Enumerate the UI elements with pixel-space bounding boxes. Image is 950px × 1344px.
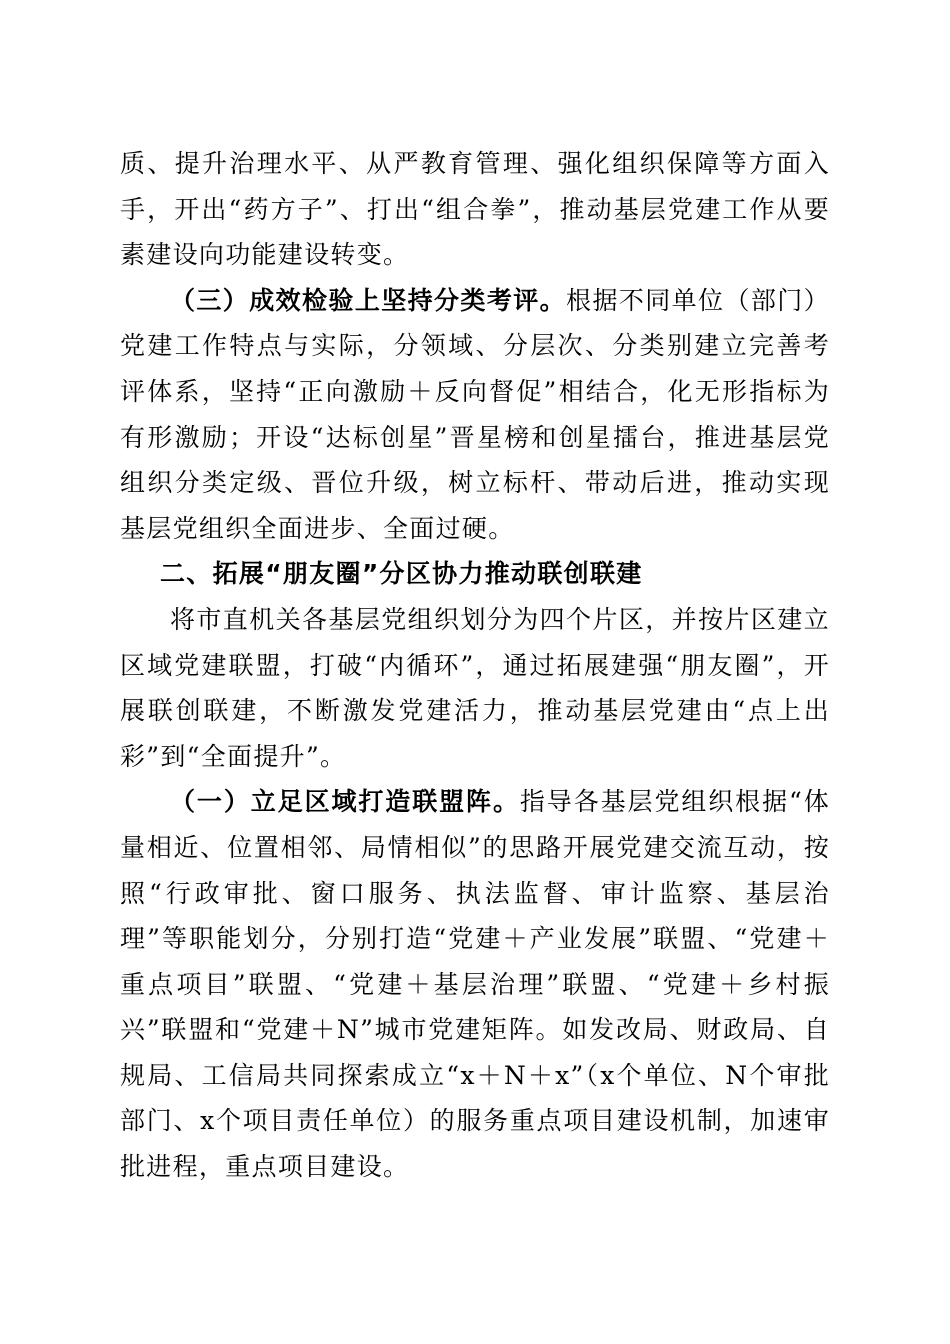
paragraph-3-body: 根据不同单位（部门）党建工作特点与实际，分领域、分层次、分类别建立完善考评体系，坚持“正向激励＋反向督促”相结合，化无形指标为有形激励；开设“达标创星”晋星榜和创星擂台，推进基层党组织分类定级、晋位升级，树立标杆、带动后进，推动实现基层党组织全面进步、全面过硬。 — [120, 285, 830, 543]
section-2-intro: 将市直机关各基层党组织划分为四个片区，并按片区建立区域党建联盟，打破“内循环”，通过拓展建强“朋友圈”，开展联创联建，不断激发党建活力，推动基层党建由“点上出彩”到“全面提升”。 — [120, 604, 830, 771]
section-2-item-1-body: 指导各基层党组织根据“体量相近、位置相邻、局情相似”的思路开展党建交流互动，按照“行政审批、窗口服务、执法监督、审计监察、基层治理”等职能划分，分别打造“党建＋产业发展”联盟、“党建＋重点项目”联盟、“党建＋基层治理”联盟、“党建＋乡村振兴”联盟和“党建＋N”城市党建矩阵。如发改局、财政局、自规局、工信局共同探索成立“x＋N＋x”（x个单位、N个审批部门、x个项目责任单位）的服务重点项目建设机制，加速审批进程，重点项目建设。 — [120, 787, 830, 1182]
paragraph-3 — [120, 278, 830, 552]
section-2-item-1-lead: （一）立足区域打造联盟阵。 — [170, 787, 520, 817]
paragraph-3-lead: （三）成效检验上坚持分类考评。 — [170, 285, 567, 315]
section-2-heading: 二、拓展“朋友圈”分区协力推动联创联建 — [160, 559, 643, 589]
section-2-item-1 — [120, 779, 830, 1189]
paragraph-continuation: 质、提升治理水平、从严教育管理、强化组织保障等方面入手，开出“药方子”、打出“组合拳”，推动基层党建工作从要素建设向功能建设转变。 — [120, 149, 830, 270]
document-body — [120, 141, 830, 1190]
